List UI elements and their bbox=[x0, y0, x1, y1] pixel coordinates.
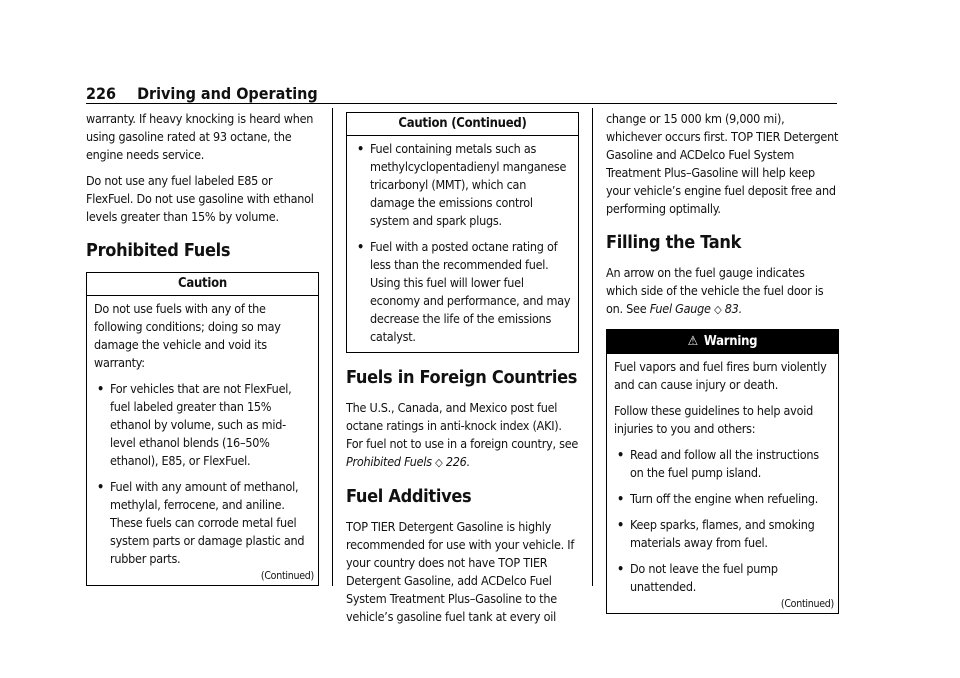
caution-title: Caution (Continued) bbox=[347, 113, 578, 136]
column-2 bbox=[346, 112, 579, 634]
continued-label: (Continued) bbox=[780, 598, 834, 610]
heading-fuel-additives: Fuel Additives bbox=[346, 486, 472, 507]
paragraph: change or 15 000 km (9,000 mi), whichever occurs first. TOP TIER Detergent Gasoline and ACDelco Fuel System Treatment Plus–Gasoline will help keep your vehicle’s engine fuel deposit free and performing optimally. bbox=[606, 111, 839, 216]
column-divider-2 bbox=[592, 108, 593, 586]
cross-reference-link[interactable]: Fuel Gauge ◇ 83. bbox=[649, 301, 742, 316]
list-item: • Fuel containing metals such as methylcyclopentadienyl manganese tricarbonyl (MMT), which can damage the emissions control system and spark plugs. bbox=[354, 140, 571, 230]
caution-intro: Do not use fuels with any of the following conditions; doing so may damage the vehicle and void its warranty: bbox=[94, 301, 281, 370]
caution-title: Caution bbox=[87, 273, 318, 296]
list-item: • Read and follow all the instructions on the fuel pump island. bbox=[614, 446, 831, 482]
list-item: • Do not leave the fuel pump unattended. bbox=[614, 560, 831, 596]
column-3 bbox=[606, 110, 839, 614]
caution-box bbox=[86, 272, 319, 586]
warning-box bbox=[606, 329, 839, 614]
caution-list bbox=[354, 140, 571, 346]
column-divider-1 bbox=[332, 108, 333, 586]
caution-list bbox=[94, 380, 311, 568]
continued-label: (Continued) bbox=[260, 570, 314, 582]
list-item: • Turn off the engine when refueling. bbox=[614, 490, 831, 508]
heading-filling-the-tank: Filling the Tank bbox=[606, 232, 742, 253]
column-1 bbox=[86, 110, 319, 586]
section-title: Driving and Operating bbox=[137, 84, 318, 103]
heading-prohibited-fuels: Prohibited Fuels bbox=[86, 240, 231, 261]
caution-box-continued bbox=[346, 112, 579, 353]
paragraph: TOP TIER Detergent Gasoline is highly recommended for use with your vehicle. If your country does not have TOP TIER Detergent Gasoline, add ACDelco Fuel System Treatment Plus–Gasoline to the vehicle’s gasoline fuel tank at every oil bbox=[346, 519, 575, 624]
page-number: 226 bbox=[86, 84, 117, 103]
heading-fuels-foreign-countries: Fuels in Foreign Countries bbox=[346, 367, 578, 388]
warning-icon: ⚠ bbox=[687, 334, 698, 349]
warning-text: Fuel vapors and fuel fires burn violently and can cause injury or death. bbox=[614, 359, 827, 392]
page-ref-icon: ◇ bbox=[435, 456, 443, 469]
page-header bbox=[86, 84, 318, 103]
warning-title: ⚠ Warning bbox=[607, 330, 838, 354]
warning-text: Follow these guidelines to help avoid injuries to you and others: bbox=[614, 403, 813, 436]
paragraph: An arrow on the fuel gauge indicates which side of the vehicle the fuel door is on. See Fuel Gauge ◇ 83. bbox=[606, 265, 824, 316]
list-item: • Fuel with a posted octane rating of less than the recommended fuel. Using this fuel will lower fuel economy and performance, and may decrease the life of the emissions catalyst. bbox=[354, 238, 571, 346]
paragraph: The U.S., Canada, and Mexico post fuel octane ratings in anti-knock index (AKI). For fuel not to use in a foreign country, see Prohibited Fuels ◇ 226. bbox=[346, 400, 579, 469]
list-item: • Keep sparks, flames, and smoking materials away from fuel. bbox=[614, 516, 831, 552]
paragraph: Do not use any fuel labeled E85 or FlexFuel. Do not use gasoline with ethanol levels greater than 15% by volume. bbox=[86, 173, 314, 224]
page-ref-icon: ◇ bbox=[714, 303, 722, 316]
cross-reference-link[interactable]: Prohibited Fuels ◇ 226. bbox=[346, 454, 470, 469]
header-rule bbox=[86, 103, 837, 104]
list-item: • Fuel with any amount of methanol, methylal, ferrocene, and aniline. These fuels can corrode metal fuel system parts or damage plastic and rubber parts. bbox=[94, 478, 311, 568]
list-item: • For vehicles that are not FlexFuel, fuel labeled greater than 15% ethanol by volume, such as mid-level ethanol blends (16–50% ethanol), E85, or FlexFuel. bbox=[94, 380, 311, 470]
paragraph: warranty. If heavy knocking is heard when using gasoline rated at 93 octane, the engine needs service. bbox=[86, 111, 314, 162]
warning-list bbox=[614, 446, 831, 596]
